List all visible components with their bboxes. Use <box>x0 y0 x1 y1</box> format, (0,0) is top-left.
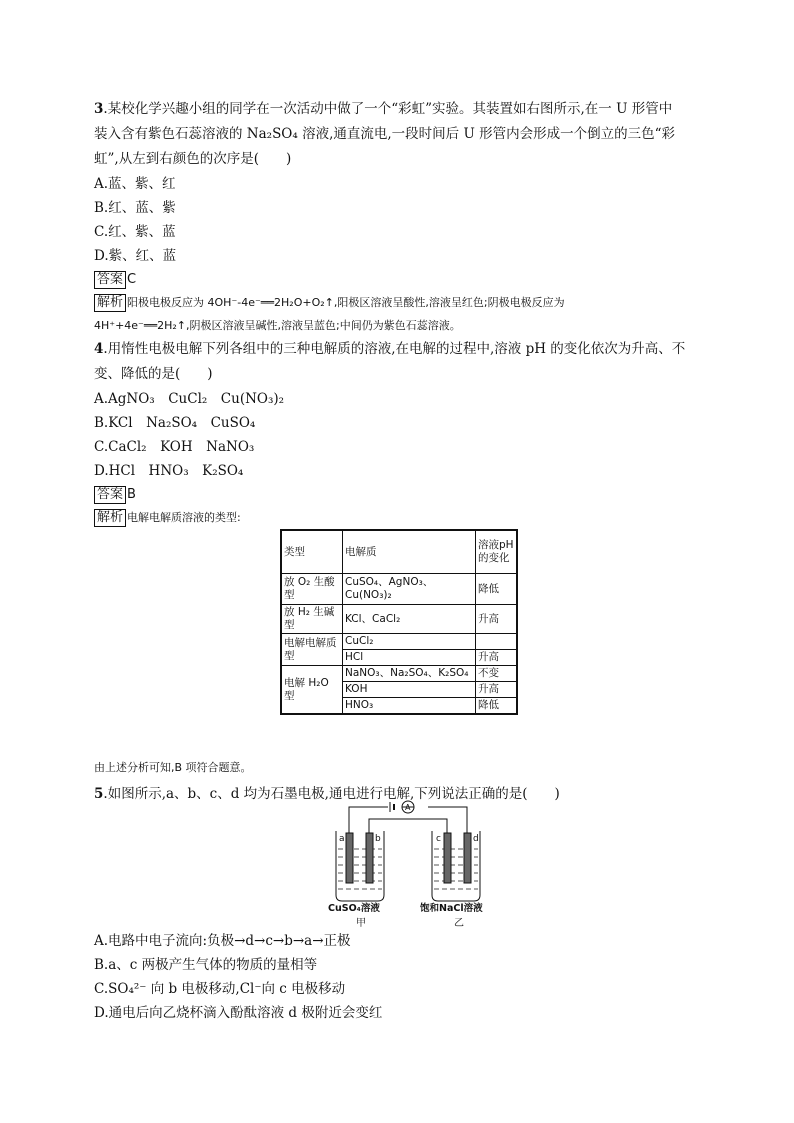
q4-option-c: C.CaCl₂ KOH NaNO₃ <box>94 439 255 455</box>
q4-option-d: D.HCl HNO₃ K₂SO₄ <box>94 463 244 479</box>
table-cell-electrolyte: HNO₃ <box>343 698 476 715</box>
q4-answer: B <box>127 487 136 502</box>
q4-stem-line1: 4.用惰性电极电解下列各组中的三种电解质的溶液,在电解的过程中,溶液 pH 的变化依次为升高、不 <box>94 341 686 357</box>
table-header-row <box>281 530 517 574</box>
explanation-tag: 解析 <box>94 509 126 527</box>
electrolysis-types-table <box>280 529 518 715</box>
beaker-right-name: 乙 <box>454 918 464 929</box>
q4-option-b: B.KCl Na₂SO₄ CuSO₄ <box>94 415 256 431</box>
q4-stem-line2: 变、降低的是( ) <box>94 366 213 382</box>
q4-option-a: A.AgNO₃ CuCl₂ Cu(NO₃)₂ <box>94 391 285 407</box>
q4-conclusion-row <box>94 756 714 779</box>
table-cell-type: 电解电解质型 <box>281 634 343 666</box>
q3-explanation-line2-row <box>94 314 714 337</box>
q3-option-c: C.红、紫、蓝 <box>94 224 176 240</box>
table-cell-ph: 升高 <box>476 605 518 634</box>
answer-tag: 答案 <box>94 486 126 504</box>
table-cell-type: 放 O₂ 生酸型 <box>281 574 343 605</box>
table-cell-ph: 降低 <box>476 698 518 715</box>
table-cell-ph: 升高 <box>476 650 518 666</box>
label-b: b <box>375 834 381 844</box>
q5-option-a: A.电路中电子流向:负极→d→c→b→a→正极 <box>94 933 351 949</box>
table-cell-ph: 不变 <box>476 666 518 682</box>
q3-option-a: A.蓝、紫、红 <box>94 176 176 192</box>
table-cell-type: 电解 H₂O 型 <box>281 666 343 715</box>
label-d: d <box>473 834 479 844</box>
q5-stem-line1: 5.如图所示,a、b、c、d 均为石墨电极,通电进行电解,下列说法正确的是( ) <box>94 786 560 802</box>
q3-stem-line2: 装入含有紫色石蕊溶液的 Na₂SO₄ 溶液,通直流电,一段时间后 U 形管内会形成一个倒立的三色“彩 <box>94 126 676 142</box>
table-row <box>281 574 517 605</box>
explanation-tag: 解析 <box>94 294 126 312</box>
electrode-a <box>346 833 353 883</box>
q5-number: 5 <box>94 786 104 802</box>
table-header-type: 类型 <box>281 530 343 574</box>
q4-number: 4 <box>94 341 104 357</box>
table-header-ph: 溶液pH的变化 <box>476 530 518 574</box>
electrode-c <box>444 833 451 883</box>
table-cell-type: 放 H₂ 生碱型 <box>281 605 343 634</box>
q3-number: 3 <box>94 101 104 117</box>
electrolysis-apparatus-diagram <box>328 797 488 917</box>
table-cell-electrolyte: CuCl₂ <box>343 634 476 650</box>
table-cell-electrolyte: HCl <box>343 650 476 666</box>
table-cell-electrolyte: KCl、CaCl₂ <box>343 605 476 634</box>
q3-explanation-row <box>94 291 714 314</box>
beaker-left-name: 甲 <box>356 918 366 929</box>
q3-explanation-line2: 4H⁺+4e⁻══2H₂↑,阴极区溶液呈碱性,溶液呈蓝色;中间仍为紫色石蕊溶液。 <box>94 319 461 332</box>
table-row <box>281 666 517 682</box>
q3-stem-line3: 虹”,从左到右颜色的次序是( ) <box>94 151 292 167</box>
q5-option-c: C.SO₄²⁻ 向 b 电极移动,Cl⁻向 c 电极移动 <box>94 981 346 997</box>
q3-answer-row <box>94 268 714 291</box>
label-a: a <box>339 834 345 844</box>
q5-option-b: B.a、c 两极产生气体的物质的量相等 <box>94 957 318 973</box>
q4-conclusion: 由上述分析可知,B 项符合题意。 <box>94 761 252 774</box>
table-cell-ph <box>476 634 518 650</box>
q3-explanation-line1: 阳极电极反应为 4OH⁻-4e⁻══2H₂O+O₂↑,阳极区溶液呈酸性,溶液呈红色;阴极电极反应为 <box>127 296 565 309</box>
q3-option-d: D.紫、红、蓝 <box>94 248 177 264</box>
table-row <box>281 605 517 634</box>
q4-answer-row <box>94 483 714 506</box>
answer-tag: 答案 <box>94 271 126 289</box>
inner-wire <box>369 819 447 833</box>
table-cell-ph: 升高 <box>476 682 518 698</box>
electrode-b <box>366 833 373 883</box>
q4-explanation-row <box>94 506 714 529</box>
beaker-right-label: 饱和NaCl溶液 <box>420 903 483 914</box>
q3-stem-line1: 3.某校化学兴趣小组的同学在一次活动中做了一个“彩虹”实验。其装置如右图所示,在一 U 形管中 <box>94 101 673 117</box>
ammeter-label: A <box>405 803 411 812</box>
electrode-d <box>464 833 471 883</box>
label-c: c <box>436 834 441 844</box>
table-header-electrolyte: 电解质 <box>343 530 476 574</box>
q5-option-d: D.通电后向乙烧杯滴入酚酞溶液 d 极附近会变红 <box>94 1005 383 1021</box>
q4-explanation-intro: 电解电解质溶液的类型: <box>127 511 241 524</box>
q3-option-b: B.红、蓝、紫 <box>94 200 176 216</box>
table-cell-electrolyte: NaNO₃、Na₂SO₄、K₂SO₄ <box>343 666 476 682</box>
table-cell-electrolyte: CuSO₄、AgNO₃、Cu(NO₃)₂ <box>343 574 476 605</box>
beaker-left-label: CuSO₄溶液 <box>328 903 380 914</box>
table-row <box>281 634 517 650</box>
q3-answer: C <box>127 272 137 287</box>
solution-left <box>338 849 382 889</box>
table-cell-ph: 降低 <box>476 574 518 605</box>
table-cell-electrolyte: KOH <box>343 682 476 698</box>
question-page <box>94 97 714 1025</box>
